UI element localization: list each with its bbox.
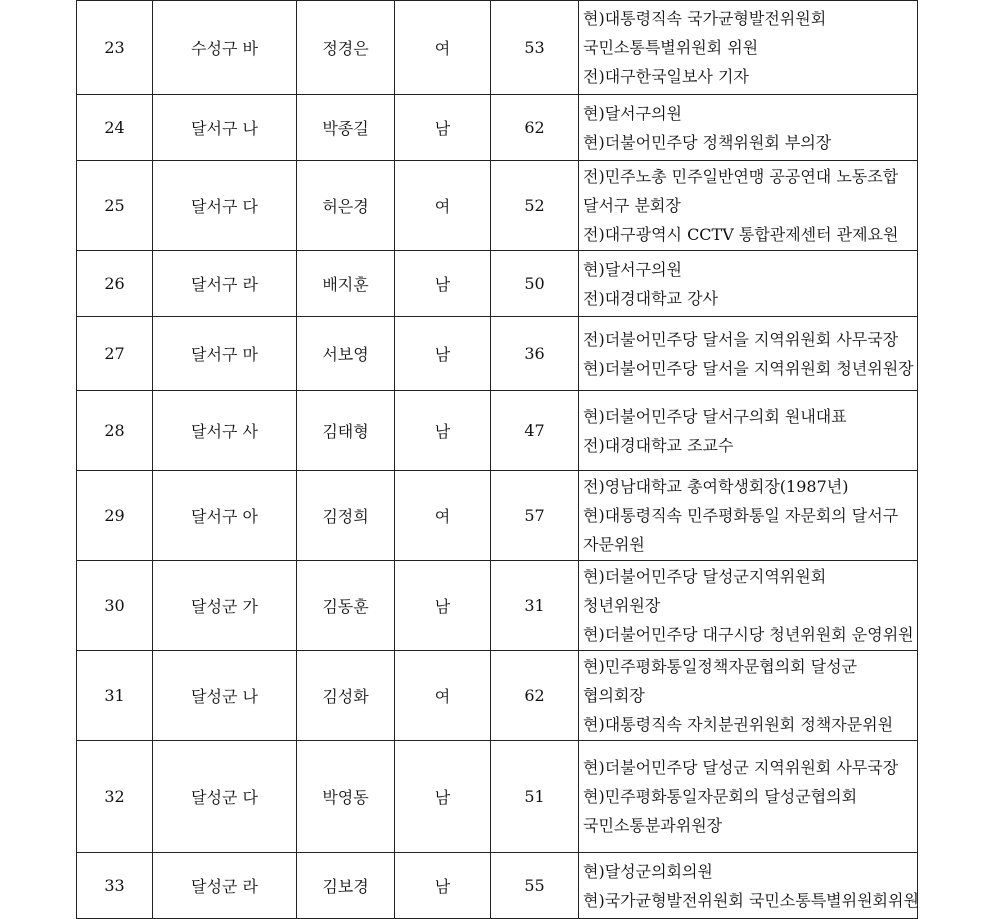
age-cell: 62 — [491, 95, 579, 161]
district-cell: 달서구 마 — [153, 317, 297, 391]
career-cell — [579, 651, 918, 741]
district-cell: 달성군 라 — [153, 853, 297, 919]
age-cell: 51 — [491, 741, 579, 853]
row-number: 31 — [77, 651, 153, 741]
row-number: 29 — [77, 471, 153, 561]
name-cell: 허은경 — [297, 161, 395, 251]
career-line: 현)민주평화통일자문회의 달성군협의회 — [583, 787, 858, 806]
district-cell: 달성군 다 — [153, 741, 297, 853]
table-row — [77, 317, 918, 391]
sex-cell: 남 — [395, 561, 491, 651]
table-row — [77, 95, 918, 161]
row-number: 23 — [77, 1, 153, 95]
career-cell — [579, 95, 918, 161]
sex-cell: 남 — [395, 853, 491, 919]
district-cell: 수성구 바 — [153, 1, 297, 95]
district-cell: 달성군 나 — [153, 651, 297, 741]
career-cell — [579, 471, 918, 561]
name-cell: 김동훈 — [297, 561, 395, 651]
name-cell: 김성화 — [297, 651, 395, 741]
career-line: 달서구 분회장 — [583, 196, 681, 215]
candidate-table — [76, 0, 918, 919]
career-cell — [579, 161, 918, 251]
career-cell — [579, 561, 918, 651]
row-number: 24 — [77, 95, 153, 161]
district-cell: 달서구 다 — [153, 161, 297, 251]
table-row — [77, 651, 918, 741]
career-line: 현)더불어민주당 달서구의회 원내대표 — [583, 406, 847, 426]
career-line: 국민소통분과위원장 — [583, 816, 723, 835]
table-row — [77, 471, 918, 561]
district-cell: 달서구 나 — [153, 95, 297, 161]
age-cell: 62 — [491, 651, 579, 741]
career-line: 현)더불어민주당 대구시당 청년위원회 운영위원 — [583, 625, 914, 644]
age-cell: 52 — [491, 161, 579, 251]
row-number: 32 — [77, 741, 153, 853]
career-cell — [579, 741, 918, 853]
age-cell: 50 — [491, 251, 579, 317]
table-row — [77, 161, 918, 251]
career-cell — [579, 1, 918, 95]
career-line: 전)대경대학교 강사 — [583, 288, 718, 308]
age-cell: 57 — [491, 471, 579, 561]
career-line: 현)민주평화통일정책자문협의회 달성군 — [583, 657, 858, 676]
career-cell — [579, 251, 918, 317]
career-cell — [579, 853, 918, 919]
district-cell: 달성군 가 — [153, 561, 297, 651]
career-cell — [579, 391, 918, 471]
district-cell: 달서구 아 — [153, 471, 297, 561]
career-line: 현)더불어민주당 달성군 지역위원회 사무국장 — [583, 758, 899, 777]
sex-cell: 여 — [395, 1, 491, 95]
table-row — [77, 1, 918, 95]
name-cell: 박종길 — [297, 95, 395, 161]
sex-cell: 남 — [395, 251, 491, 317]
career-line: 전)더불어민주당 달서을 지역위원회 사무국장 — [583, 329, 899, 349]
career-line: 전)대경대학교 조교수 — [583, 435, 734, 455]
sex-cell: 남 — [395, 741, 491, 853]
age-cell: 47 — [491, 391, 579, 471]
name-cell: 김정희 — [297, 471, 395, 561]
name-cell: 김보경 — [297, 853, 395, 919]
sex-cell: 남 — [395, 317, 491, 391]
row-number: 25 — [77, 161, 153, 251]
table-row — [77, 853, 918, 919]
career-line: 현)달성군의회의원 — [583, 861, 713, 881]
career-line: 현)달서구의원 — [583, 103, 682, 123]
name-cell: 정경은 — [297, 1, 395, 95]
career-line: 현)더불어민주당 달성군지역위원회 — [583, 567, 827, 586]
career-line: 청년위원장 — [583, 596, 661, 615]
row-number: 28 — [77, 391, 153, 471]
career-line: 전)대구한국일보사 기자 — [583, 67, 749, 86]
career-line: 현)더불어민주당 달서을 지역위원회 청년위원장 — [583, 358, 914, 378]
row-number: 26 — [77, 251, 153, 317]
table-row — [77, 561, 918, 651]
district-cell: 달서구 사 — [153, 391, 297, 471]
age-cell: 36 — [491, 317, 579, 391]
district-cell: 달서구 라 — [153, 251, 297, 317]
age-cell: 31 — [491, 561, 579, 651]
name-cell: 김태형 — [297, 391, 395, 471]
name-cell: 서보영 — [297, 317, 395, 391]
table-row — [77, 251, 918, 317]
name-cell: 배지훈 — [297, 251, 395, 317]
sex-cell: 남 — [395, 391, 491, 471]
name-cell: 박영동 — [297, 741, 395, 853]
row-number: 30 — [77, 561, 153, 651]
age-cell: 55 — [491, 853, 579, 919]
row-number: 27 — [77, 317, 153, 391]
career-line: 전)영남대학교 총여학생회장(1987년) — [583, 477, 849, 496]
candidate-table-body — [77, 1, 918, 919]
table-row — [77, 741, 918, 853]
career-line: 전)민주노총 민주일반연맹 공공연대 노동조합 — [583, 167, 899, 186]
career-line: 현)달서구의원 — [583, 259, 682, 279]
sex-cell: 여 — [395, 161, 491, 251]
career-line: 현)대통령직속 국가균형발전위원회 — [583, 9, 827, 28]
career-line: 현)국가균형발전위원회 국민소통특별위원회위원 — [583, 890, 919, 910]
career-line: 국민소통특별위원회 위원 — [583, 38, 759, 57]
sex-cell: 여 — [395, 471, 491, 561]
table-row — [77, 391, 918, 471]
career-line: 자문위원 — [583, 535, 645, 554]
age-cell: 53 — [491, 1, 579, 95]
career-line: 현)대통령직속 민주평화통일 자문회의 달서구 — [583, 506, 899, 525]
career-line: 협의회장 — [583, 686, 645, 705]
career-line: 전)대구광역시 CCTV 통합관제센터 관제요원 — [583, 225, 899, 244]
career-cell — [579, 317, 918, 391]
row-number: 33 — [77, 853, 153, 919]
sex-cell: 여 — [395, 651, 491, 741]
sex-cell: 남 — [395, 95, 491, 161]
career-line: 현)더불어민주당 정책위원회 부의장 — [583, 132, 832, 152]
career-line: 현)대통령직속 자치분권위원회 정책자문위원 — [583, 715, 894, 734]
